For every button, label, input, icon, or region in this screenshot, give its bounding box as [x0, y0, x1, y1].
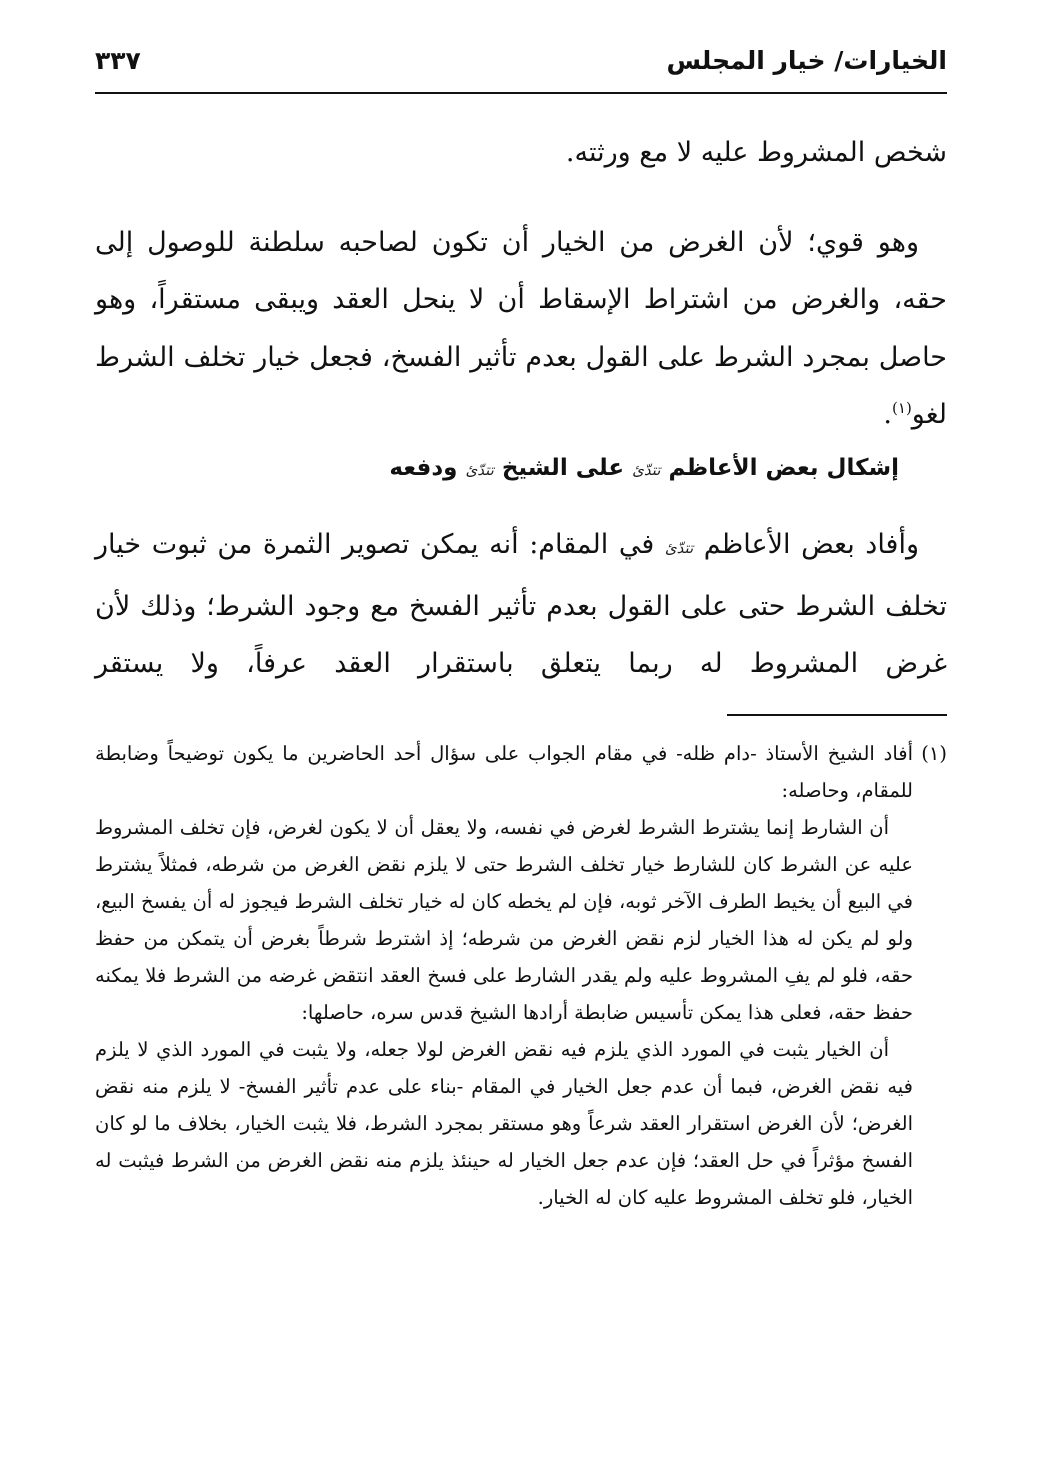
honorific-mark: تتدّئ	[664, 539, 694, 557]
honorific-mark: تتدّئ	[632, 461, 661, 479]
paragraph-continuation	[95, 124, 947, 182]
footnotes	[95, 735, 947, 1216]
section-heading	[95, 448, 947, 490]
footnote-separator	[727, 714, 947, 716]
paragraph	[95, 214, 947, 444]
main-text	[95, 124, 947, 476]
paragraph-text: شخص المشروط عليه لا مع ورثته.	[565, 137, 947, 168]
heading-text: على الشيخ	[501, 455, 625, 481]
page-number: ٣٣٧	[95, 46, 141, 75]
footnote-text: أن الشارط إنما يشترط الشرط لغرض في نفسه، ولا يعقل أن لا يكون لغرض، فإن تخلف المشروط عليه عن الشرط كان للشارط خيار تخلف الشرط حتى لا يلزم نقض الغرض من شرطه، فمثلاً يشترط في البيع أن يخيط الطرف الآخر ثوبه، فإن لم يخطه كان له خيار تخلف الشرط فيجوز له أن يفسخ البيع، ولو لم يكن له هذا الخيار لزم نقض الغرض من شرطه؛ إذ اشترط شرطاً بغرض أن يتمكن من حفظ حقه، فلو لم يفِ المشروط عليه ولم يقدر الشارط على فسخ العقد انتقض غرضه من الشرط فلا يمكنه حفظ حقه، فعلى هذا يمكن تأسيس ضابطة أرادها الشيخ قدس سره، حاصلها:	[95, 816, 913, 1024]
footnote-marker: (١)	[921, 742, 947, 765]
heading-text: ودفعه	[389, 455, 458, 481]
footnote-text: أن الخيار يثبت في المورد الذي يلزم فيه نقض الغرض لولا جعله، ولا يثبت في المورد الذي لا يلزم فيه نقض الغرض، فبما أن عدم جعل الخيار في المقام -بناء على عدم تأثير الفسخ- لا يلزم منه نقض الغرض؛ لأن الغرض استقرار العقد شرعاً وهو مستقر بمجرد الشرط، فلا يثبت الخيار، بخلاف ما لو كان الفسخ مؤثراً في حل العقد؛ فإن عدم جعل الخيار له حينئذ يلزم منه نقض الغرض من الشرط فيثبت له الخيار، فلو تخلف المشروط عليه كان له الخيار.	[95, 1038, 913, 1209]
footnote-paragraph	[95, 809, 947, 1031]
paragraph-text: وهو قوي؛ لأن الغرض من الخيار أن تكون لصاحبه سلطنة للوصول إلى حقه، والغرض من اشتراط الإسقاط أن لا ينحل العقد ويبقى مستقراً، وهو حاصل بمجرد الشرط على القول بعدم تأثير الفسخ، فجعل خيار تخلف الشرط لغو	[95, 226, 947, 430]
paragraph-end: .	[883, 399, 893, 430]
footnote-text: أفاد الشيخ الأستاذ -دام ظله- في مقام الجواب على سؤال أحد الحاضرين ما يكون توضيحاً وضابطة للمقام، وحاصله:	[95, 742, 913, 802]
paragraph	[95, 516, 947, 693]
footnote-paragraph	[95, 1031, 947, 1216]
paragraph-text: وأفاد بعض الأعاظم	[703, 529, 919, 560]
heading-text: إشكال بعض الأعاظم	[668, 455, 899, 481]
footnote-item	[95, 735, 947, 809]
page-header	[95, 40, 947, 94]
running-title: الخيارات/ خيار المجلس	[666, 46, 947, 75]
footnote-reference[interactable]: (١)	[892, 399, 912, 417]
paragraph-text: في المقام: أنه يمكن تصوير الثمرة من ثبوت خيار تخلف الشرط حتى على القول بعدم تأثير الفسخ مع وجود الشرط؛ وذلك لأن غرض المشروط له ربما يتعلق باستقرار العقد عرفاً، ولا يستقر	[95, 529, 947, 679]
honorific-mark: تتدّئ	[465, 461, 494, 479]
